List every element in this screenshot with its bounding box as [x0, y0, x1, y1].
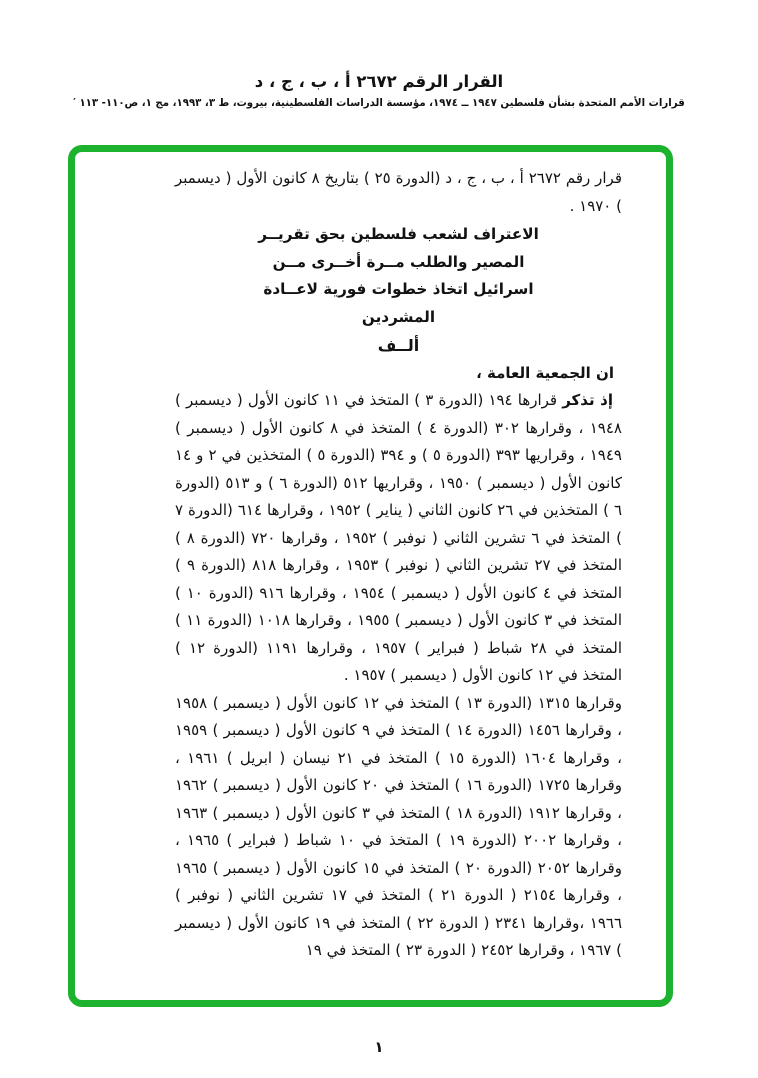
- source-citation: قرارات الأمم المتحدة بشأن فلسطين ١٩٤٧ ــ ١٩٧٤، مؤسسة الدراسات الفلسطينية، بيروت، ط ٣، ١٩٩٣، مج ١، ص١١٠- ١١٣ ′: [73, 97, 685, 110]
- preamble-paragraph-1: [175, 387, 622, 690]
- heading-line: المصير والطلب مــرة أخــرى مــن: [272, 252, 525, 271]
- document-header: [0, 72, 758, 109]
- preamble-paragraph-2: وقرارها ١٣١٥ (الدورة ١٣ ) المتخذ في ١٢ كانون الأول ( ديسمبر ) ١٩٥٨ ، وقرارها ١٤٥٦ (الدورة ١٤ ) المتخذ في ٩ كانون الأول ( ديسمبر ) ١٩٥٩ ، وقرارها ١٦٠٤ (الدورة ١٥ ) المتخذ في ٢١ نيسان ( ابريل ) ١٩٦١ ، وقرارها ١٧٢٥ (الدورة ١٦ ) المتخذ في ٢٠ كانون الأول ( ديسمبر ) ١٩٦٢ ، وقرارها ١٩١٢ (الدورة ١٨ ) المتخذ في ٣ كانون الأول ( ديسمبر ) ١٩٦٣ ، وقرارها ٢٠٠٢ (الدورة ١٩ ) المتخذ في ١٠ شباط ( فبراير ) ١٩٦٥ ، وقرارها ٢٠٥٢ (الدورة ٢٠ ) المتخذ في ١٥ كانون الأول ( ديسمبر ) ١٩٦٥ ، وقرارها ٢١٥٤ ( الدورة ٢١ ) المتخذ في ١٧ تشرين الثاني ( نوفبر ) ١٩٦٦ ،وقرارها ٢٣٤١ ( الدورة ٢٢ ) المتخذ في ١٩ كانون الأول ( ديسمبر ) ١٩٦٧ ، وقرارها ٢٤٥٢ ( الدورة ٢٣ ) المتخذ في ١٩: [175, 693, 623, 959]
- content-frame: [68, 145, 673, 1007]
- heading-line: اسرائيل اتخاذ خطوات فورية لاعــادة: [263, 280, 534, 298]
- recalling-lead: إذ تذكر: [562, 391, 613, 409]
- resolution-subject-heading: [234, 221, 564, 331]
- section-label-alif: ألــف: [377, 336, 420, 355]
- heading-line: المشردين: [361, 307, 436, 326]
- heading-line: الاعتراف لشعب فلسطين بحق تقريــر: [258, 225, 539, 243]
- general-assembly-line: ان الجمعية العامة ،: [476, 363, 614, 382]
- intro-paragraph: قرار رقم ٢٦٧٢ أ ، ب ، ج ، د (الدورة ٢٥ ) بتاريخ ٨ كانون الأول ( ديسمبر ) ١٩٧٠ .: [175, 169, 623, 215]
- recalling-body: قرارها ١٩٤ (الدورة ٣ ) المتخذ في ١١ كانون الأول ( ديسمبر ) ١٩٤٨ ، وقرارها ٣٠٢ (الدورة ٤ ) المتخذ في ٨ كانون الأول ( ديسمبر ) ١٩٤٩ ، وقراريها ٣٩٣ (الدورة ٥ ) و ٣٩٤ (الدورة ٥ ) المتخذين في ٢ و ١٤ كانون الأول ( ديسمبر ) ١٩٥٠ ، وقراريها ٥١٢ (الدورة ٦ ) و ٥١٣ (الدورة ٦ ) المتخذين في ٢٦ كانون الثاني ( يناير ) ١٩٥٢ ، وقرارها ٦١٤ (الدورة ٧ ) المتخذ في ٦ تشرين الثاني ( نوفبر ) ١٩٥٢ ، وقرارها ٧٢٠ (الدورة ٨ ) المتخذ في ٢٧ تشرين الثاني ( نوفبر ) ١٩٥٣ ، وقرارها ٨١٨ (الدورة ٩ ) المتخذ في ٤ كانون الأول ( ديسمبر ) ١٩٥٤ ، وقرارها ٩١٦ (الدورة ١٠ ) المتخذ في ٣ كانون الأول ( ديسمبر ) ١٩٥٥ ، وقرارها ١٠١٨ (الدورة ١١ ) المتخذ في ٢٨ شباط ( فبراير ) ١٩٥٧ ، وقرارها ١١٩١ (الدورة ١٢ ) المتخذ في ١٢ كانون الأول ( ديسمبر ) ١٩٥٧ .: [175, 391, 623, 684]
- resolution-title: القرار الرقم ٢٦٧٢ أ ، ب ، ج ، د: [254, 72, 504, 91]
- page-number: ١: [374, 1038, 384, 1056]
